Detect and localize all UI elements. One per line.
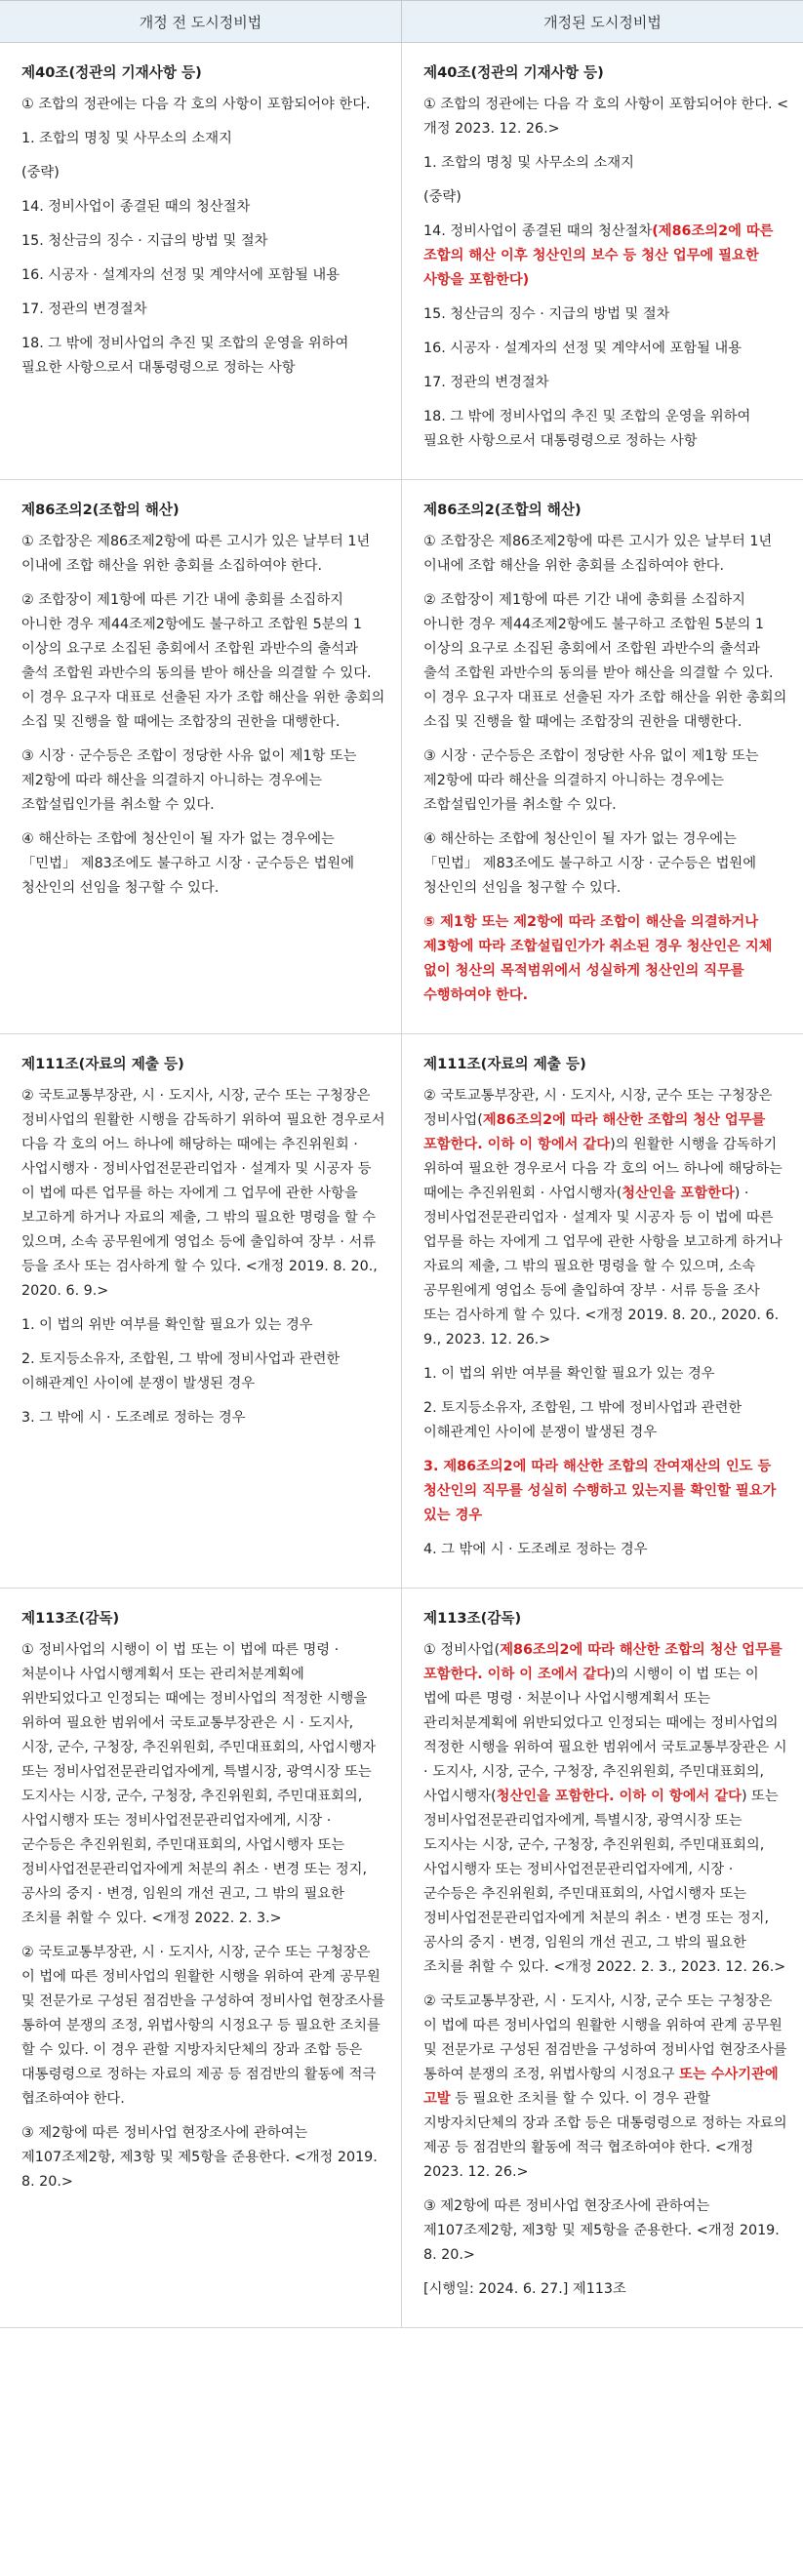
clause-paragraph: [423, 2194, 789, 2268]
clause-paragraph: [423, 220, 789, 293]
table-header: [0, 1, 803, 43]
clause-text: [시행일: 2024. 6. 27.] 제113조: [423, 2281, 626, 2297]
clause-paragraph: [21, 263, 387, 288]
clause-paragraph: [423, 1396, 789, 1445]
clause-text: 16. 시공자 · 설계자의 선정 및 계약서에 포함될 내용: [423, 341, 743, 356]
clause-text: ① 정비사업의 시행이 이 법 또는 이 법에 따른 명령 · 처분이나 사업시행계획서 또는 관리처분계획에 위반되었다고 인정되는 때에는 정비사업의 적정한 시행을 위하여 필요한 범위에서 국토교통부장관은 시 · 도지사, 시장, 군수, 구청장, 추진위원회, 주민대표회의, 사업시행자 또는 정비사업전문관리업자에게, 특별시장, 광역시장 또는 도지사는 시장, 군수, 구청장, 추진위원회, 주민대표회의, 사업시행자 또는 정비사업전문관리업자에게, 시장 · 군수등은 추진위원회, 주민대표회의, 사업시행자 또는 정비사업전문관리업자에게 처분의 취소 · 변경 또는 정지, 공사의 중지 · 변경, 임원의 개선 권고, 그 밖의 필요한 조치를 취할 수 있다. <개정 2022. 2. 3.>: [21, 1642, 377, 1926]
article-title: 제86조의2(조합의 해산): [21, 502, 180, 518]
clause-paragraph: [423, 1538, 789, 1562]
clause-text: 2. 토지등소유자, 조합원, 그 밖에 정비사업과 관련한 이해관계인 사이에 분쟁이 발생된 경우: [21, 1351, 341, 1391]
table-row: [0, 1589, 803, 2328]
clause-text: ① 조합장은 제86조제2항에 따른 고시가 있은 날부터 1년 이내에 조합 해산을 위한 총회를 소집하여야 한다.: [423, 534, 773, 574]
cell-before: [0, 1034, 402, 1588]
clause-text: ③ 제2항에 따른 정비사업 현장조사에 관하여는 제107조제2항, 제3항 및 제5항을 준용한다. <개정 2019. 8. 20.>: [423, 2198, 780, 2263]
clause-text: ② 국토교통부장관, 시 · 도지사, 시장, 군수 또는 구청장은 이 법에 따른 정비사업의 원활한 시행을 위하여 관계 공무원 및 전문가로 구성된 점검반을 구성하여 정비사업 현장조사를 통하여 분쟁의 조정, 위법사항의 시정요구 등 필요한 조치를 할 수 있다. 이 경우 관할 지방자치단체의 장과 조합 등은 대통령령으로 정하는 자료의 제공 등 점검반의 활동에 적극 협조하여야 한다.: [21, 1945, 385, 2107]
clause-paragraph: [21, 588, 387, 735]
clause-paragraph: [423, 827, 789, 901]
clause-paragraph: [21, 161, 387, 185]
clause-paragraph: [21, 1638, 387, 1931]
table-row: [0, 1034, 803, 1589]
cell-before: [0, 480, 402, 1033]
clause-text: 4. 그 밖에 시 · 도조례로 정하는 경우: [423, 1542, 648, 1557]
clause-text: 15. 청산금의 징수 · 지급의 방법 및 절차: [21, 233, 268, 249]
clause-text: 등 필요한 조치를 할 수 있다. 이 경우 관할 지방자치단체의 장과 조합 등은 대통령령으로 정하는 자료의 제공 등 점검반의 활동에 적극 협조하여야 한다. <개정 2023. 12. 26.>: [423, 2091, 787, 2180]
clause-paragraph: [21, 827, 387, 901]
clause-paragraph: [423, 530, 789, 579]
article-title: 제40조(정관의 기재사항 등): [423, 64, 604, 81]
article-title: 제113조(감독): [21, 1610, 120, 1627]
article-title: 제111조(자료의 제출 등): [21, 1056, 184, 1072]
clause-text: 1. 이 법의 위반 여부를 확인할 필요가 있는 경우: [21, 1317, 313, 1333]
clause-paragraph: [21, 127, 387, 151]
clause-paragraph: [423, 371, 789, 395]
clause-paragraph: [423, 302, 789, 327]
clause-text: ④ 해산하는 조합에 청산인이 될 자가 없는 경우에는 「민법」 제83조에도 불구하고 시장 · 군수등은 법원에 청산인의 선임을 청구할 수 있다.: [21, 831, 355, 896]
clause-text: ① 조합의 정관에는 다음 각 호의 사항이 포함되어야 한다.: [21, 97, 371, 112]
clause-text: 18. 그 밖에 정비사업의 추진 및 조합의 운영을 위하여 필요한 사항으로서 대통령령으로 정하는 사항: [21, 336, 349, 376]
clause-paragraph: [21, 298, 387, 322]
clause-text: ③ 시장 · 군수등은 조합이 정당한 사유 없이 제1항 또는 제2항에 따라 해산을 의결하지 아니하는 경우에는 조합설립인가를 취소할 수 있다.: [423, 748, 759, 813]
clause-text: (중략): [21, 165, 60, 181]
clause-text: 2. 토지등소유자, 조합원, 그 밖에 정비사업과 관련한 이해관계인 사이에 분쟁이 발생된 경우: [423, 1400, 743, 1440]
clause-text: 16. 시공자 · 설계자의 선정 및 계약서에 포함될 내용: [21, 267, 341, 283]
clause-paragraph: [21, 1406, 387, 1430]
clause-text: ) 또는 정비사업전문관리업자에게, 특별시장, 광역시장 또는 도지사는 시장, 군수, 구청장, 추진위원회, 주민대표회의, 사업시행자 또는 정비사업전문관리업자에게, 시장 · 군수등은 추진위원회, 주민대표회의, 사업시행자 또는 정비사업전문관리업자에게 처분의 취소 · 변경 또는 정지, 공사의 중지 · 변경, 임원의 개선 권고, 그 밖의 필요한 조치를 취할 수 있다. <개정 2022. 2. 3., 2023. 12. 26.>: [423, 1789, 786, 1975]
clause-text: ② 조합장이 제1항에 따른 기간 내에 총회를 소집하지 아니한 경우 제44조제2항에도 불구하고 조합원 5분의 1 이상의 요구로 소집된 총회에서 조합원 과반수의 출석과 출석 조합원 과반수의 동의를 받아 해산을 의결할 수 있다. 이 경우 요구자 대표로 선출된 자가 조합 해산을 위한 총회의 소집 및 진행을 할 때에는 조합장의 권한을 대행한다.: [21, 592, 385, 730]
article-title: 제86조의2(조합의 해산): [423, 502, 582, 518]
clause-text: ① 정비사업(: [423, 1642, 501, 1658]
clause-paragraph: [423, 1084, 789, 1352]
amended-text: 청산인을 포함한다. 이하 이 항에서 같다: [496, 1789, 742, 1804]
clause-paragraph: [423, 1990, 789, 2185]
clause-paragraph: [21, 195, 387, 220]
clause-paragraph: [423, 337, 789, 361]
cell-before: [0, 43, 402, 479]
amended-text: (제86조의2에 따른 조합의 해산 이후 청산인의 보수 등 청산 업무에 필요한 사항을 포함한다): [423, 223, 774, 288]
clause-paragraph: [423, 2277, 789, 2302]
clause-text: )의 시행이 이 법 또는 이 법에 따른 명령 · 처분이나 사업시행계획서 또는 관리처분계획에 위반되었다고 인정되는 때에는 정비사업의 적정한 시행을 위하여 필요한 범위에서 국토교통부장관은 시 · 도지사, 시장, 군수, 구청장, 추진위원회, 주민대표회의, 사업시행자(: [423, 1667, 787, 1804]
clause-paragraph: [423, 405, 789, 454]
amended-text: 청산인을 포함한다: [622, 1186, 735, 1201]
article-title: 제113조(감독): [423, 1610, 522, 1627]
amended-text: ⑤ 제1항 또는 제2항에 따라 조합이 해산을 의결하거나 제3항에 따라 조합설립인가가 취소된 경우 청산인은 지체 없이 청산의 목적범위에서 성실하게 청산인의 직무를 수행하여야 한다.: [423, 914, 773, 1003]
cell-after: [402, 480, 803, 1033]
clause-text: ① 조합장은 제86조제2항에 따른 고시가 있은 날부터 1년 이내에 조합 해산을 위한 총회를 소집하여야 한다.: [21, 534, 371, 574]
clause-text: ) · 정비사업전문관리업자 · 설계자 및 시공자 등 이 법에 따른 업무를 하는 자에게 그 업무에 관한 사항을 보고하게 하거나 자료의 제출, 그 밖의 필요한 명령을 할 수 있으며, 소속 공무원에게 영업소 등에 출입하여 장부 · 서류 등을 조사 또는 검사하게 할 수 있다. <개정 2019. 8. 20., 2020. 6. 9., 2023. 12. 26.>: [423, 1186, 783, 1348]
clause-text: 14. 정비사업이 종결된 때의 청산절차: [21, 199, 251, 215]
clause-text: 17. 정관의 변경절차: [21, 302, 147, 317]
cell-after: [402, 1034, 803, 1588]
amended-text: 제86조의2에 따라 해산한 조합의 청산 업무를 포함한다. 이하 이 항에서 같다: [423, 1112, 766, 1152]
amended-text: 3. 제86조의2에 따라 해산한 조합의 잔여재산의 인도 등 청산인의 직무를 성실히 수행하고 있는지를 확인할 필요가 있는 경우: [423, 1459, 777, 1523]
amended-text: 제86조의2에 따라 해산한 조합의 청산 업무를 포함한다. 이하 이 조에서 같다: [423, 1642, 783, 1682]
clause-paragraph: [423, 588, 789, 735]
clause-paragraph: [423, 1362, 789, 1387]
clause-paragraph: [423, 151, 789, 176]
clause-text: 1. 조합의 명칭 및 사무소의 소재지: [423, 155, 634, 171]
clause-text: 15. 청산금의 징수 · 지급의 방법 및 절차: [423, 306, 670, 322]
clause-paragraph: [423, 93, 789, 141]
clause-paragraph: [21, 1348, 387, 1396]
clause-paragraph: [423, 1455, 789, 1528]
article-title: 제111조(자료의 제출 등): [423, 1056, 586, 1072]
clause-text: ② 국토교통부장관, 시 · 도지사, 시장, 군수 또는 구청장은 이 법에 따른 정비사업의 원활한 시행을 위하여 관계 공무원 및 전문가로 구성된 점검반을 구성하여 정비사업 현장조사를 통하여 분쟁의 조정, 위법사항의 시정요구: [423, 1993, 787, 2082]
clause-paragraph: [21, 93, 387, 117]
table-row: [0, 43, 803, 480]
clause-text: ② 조합장이 제1항에 따른 기간 내에 총회를 소집하지 아니한 경우 제44조제2항에도 불구하고 조합원 5분의 1 이상의 요구로 소집된 총회에서 조합원 과반수의 출석과 출석 조합원 과반수의 동의를 받아 해산을 의결할 수 있다. 이 경우 요구자 대표로 선출된 자가 조합 해산을 위한 총회의 소집 및 진행을 할 때에는 조합장의 권한을 대행한다.: [423, 592, 787, 730]
table-row: [0, 480, 803, 1034]
clause-text: 3. 그 밖에 시 · 도조례로 정하는 경우: [21, 1410, 246, 1426]
amended-text: 또는 수사기관에 고발: [423, 2067, 779, 2107]
clause-paragraph: [21, 1941, 387, 2112]
clause-paragraph: [423, 185, 789, 210]
cell-after: [402, 1589, 803, 2327]
clause-text: ④ 해산하는 조합에 청산인이 될 자가 없는 경우에는 「민법」 제83조에도 불구하고 시장 · 군수등은 법원에 청산인의 선임을 청구할 수 있다.: [423, 831, 757, 896]
clause-paragraph: [21, 2121, 387, 2194]
clause-paragraph: [21, 745, 387, 818]
header-after: 개정된 도시정비법: [543, 13, 662, 31]
clause-paragraph: [423, 745, 789, 818]
clause-text: (중략): [423, 189, 462, 205]
clause-text: ③ 시장 · 군수등은 조합이 정당한 사유 없이 제1항 또는 제2항에 따라 해산을 의결하지 아니하는 경우에는 조합설립인가를 취소할 수 있다.: [21, 748, 357, 813]
clause-paragraph: [423, 1638, 789, 1980]
header-before: 개정 전 도시정비법: [0, 1, 402, 42]
clause-text: 17. 정관의 변경절차: [423, 375, 549, 390]
clause-paragraph: [21, 530, 387, 579]
clause-text: 1. 이 법의 위반 여부를 확인할 필요가 있는 경우: [423, 1366, 715, 1382]
clause-paragraph: [21, 1313, 387, 1338]
clause-text: 14. 정비사업이 종결된 때의 청산절차: [423, 223, 653, 239]
clause-paragraph: [21, 332, 387, 381]
cell-after: [402, 43, 803, 479]
clause-text: ③ 제2항에 따른 정비사업 현장조사에 관하여는 제107조제2항, 제3항 및 제5항을 준용한다. <개정 2019. 8. 20.>: [21, 2125, 378, 2190]
article-title: 제40조(정관의 기재사항 등): [21, 64, 202, 81]
clause-text: ② 국토교통부장관, 시 · 도지사, 시장, 군수 또는 구청장은 정비사업(: [423, 1088, 773, 1128]
clause-paragraph: [21, 229, 387, 254]
clause-text: ② 국토교통부장관, 시 · 도지사, 시장, 군수 또는 구청장은 정비사업의 원활한 시행을 감독하기 위하여 필요한 경우로서 다음 각 호의 어느 하나에 해당하는 때에는 추진위원회 · 사업시행자 · 정비사업전문관리업자 · 설계자 및 시공자 등 이 법에 따른 업무를 하는 자에게 그 업무에 관한 사항을 보고하게 하거나 자료의 제출, 그 밖의 필요한 명령을 할 수 있으며, 소속 공무원에게 영업소 등에 출입하여 장부 · 서류 등을 조사 또는 검사하게 할 수 있다. <개정 2019. 8. 20., 2020. 6. 9.>: [21, 1088, 385, 1299]
clause-text: 18. 그 밖에 정비사업의 추진 및 조합의 운영을 위하여 필요한 사항으로서 대통령령으로 정하는 사항: [423, 409, 751, 449]
clause-text: 1. 조합의 명칭 및 사무소의 소재지: [21, 131, 232, 146]
cell-before: [0, 1589, 402, 2327]
clause-text: )의 원활한 시행을 감독하기 위하여 필요한 경우로서 다음 각 호의 어느 하나에 해당하는 때에는 추진위원회 · 사업시행자(: [423, 1137, 783, 1201]
clause-paragraph: [21, 1084, 387, 1304]
clause-text: ① 조합의 정관에는 다음 각 호의 사항이 포함되어야 한다. <개정 2023. 12. 26.>: [423, 97, 789, 137]
table-body: [0, 43, 803, 2328]
clause-paragraph: [423, 910, 789, 1008]
